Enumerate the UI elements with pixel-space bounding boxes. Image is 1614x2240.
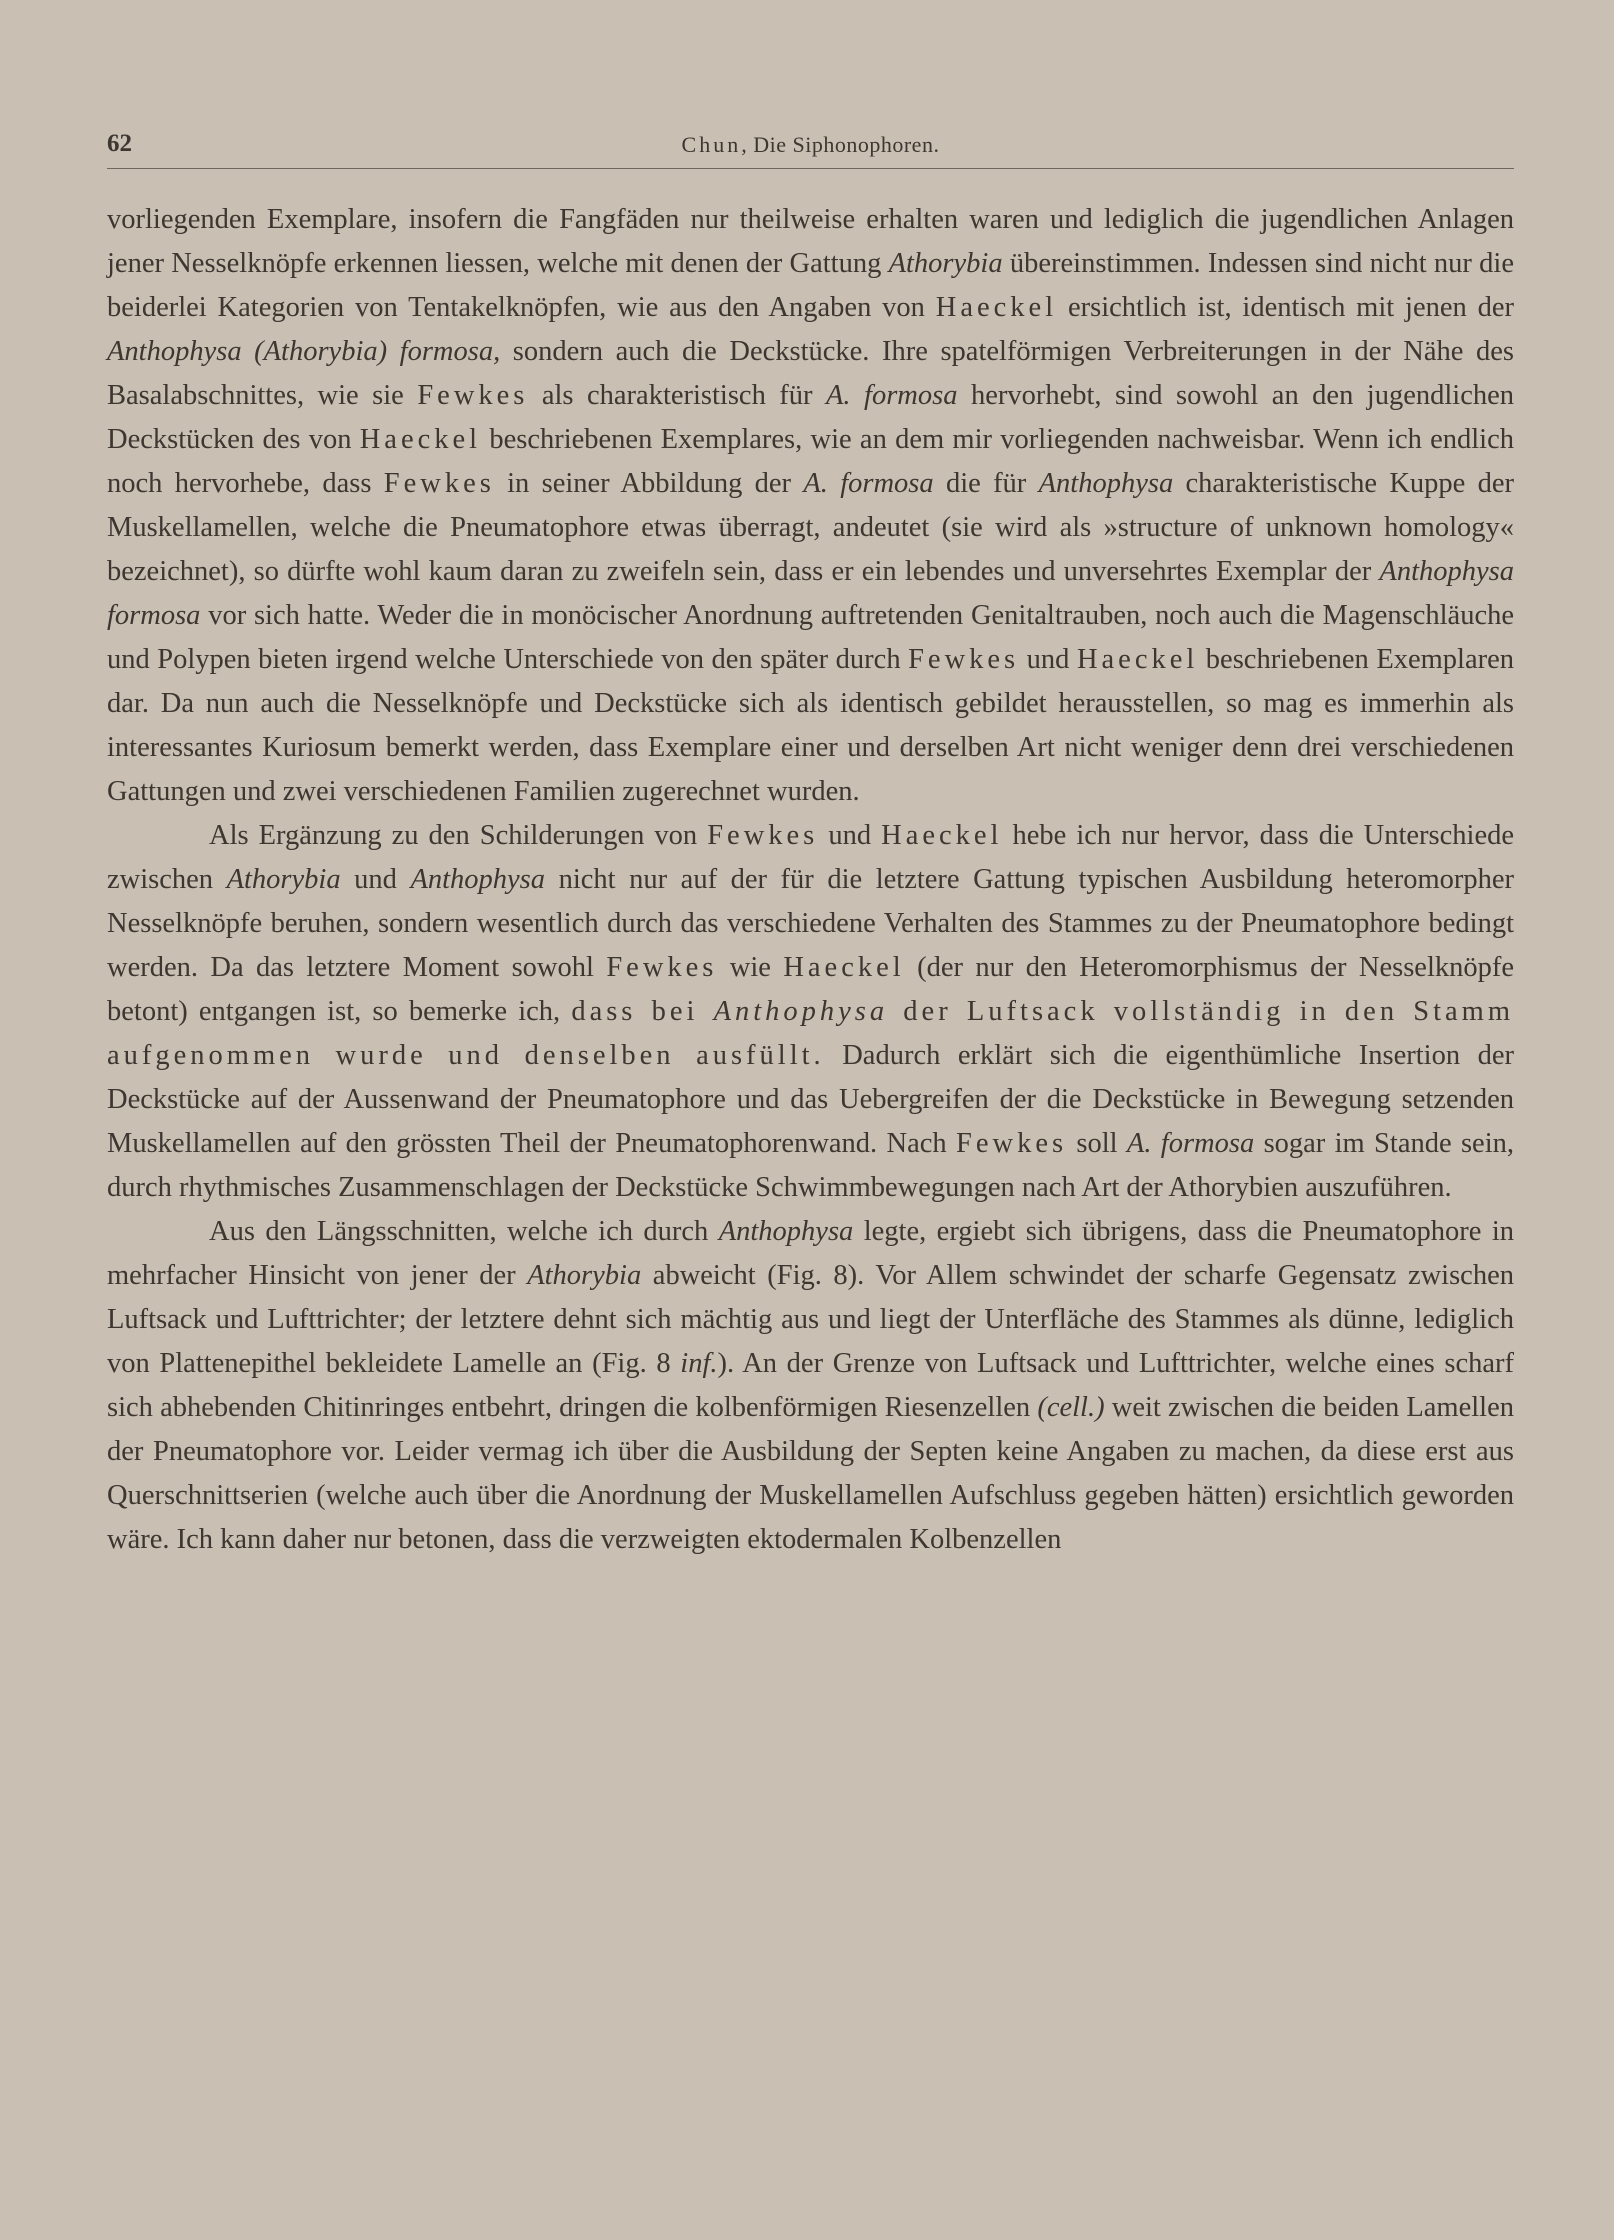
text-run: wie xyxy=(717,952,784,983)
spaced-text: Fewkes xyxy=(955,1128,1068,1159)
text-run: beschriebenen Exemplares, wie an dem mir vorliegenden nachweisbar. Wenn ich endlich noch hervorhebe, dass xyxy=(107,424,1514,499)
running-head xyxy=(107,128,1514,169)
text-run: hebe ich nur hervor, dass die Unterschiede zwischen xyxy=(107,820,1514,895)
text-run: ersichtlich ist, identisch mit jenen der xyxy=(1057,292,1514,323)
header-author: Chun xyxy=(681,132,742,157)
text-run: vorliegenden Exemplare, insofern die Fangfäden nur theilweise erhalten waren und lediglich die jugendlichen Anlagen jener Nesselknöpfe erkennen liessen, welche mit denen der Gattung xyxy=(107,204,1514,279)
paragraph xyxy=(107,814,1514,1210)
text-run: übereinstimmen. Indessen sind nicht nur die beiderlei Kategorien von Tentakelknöpfen, wie aus den Angaben von xyxy=(107,248,1514,323)
header-title xyxy=(107,132,1514,158)
spaced-text: Haeckel xyxy=(935,292,1058,323)
text-run: weit zwischen die beiden Lamellen der Pneumatophore vor. Leider vermag ich über die Ausbildung der Septen keine Angaben zu machen, da diese erst aus Querschnittserien (welche auch über die Anordnung der Muskellamellen Aufschluss gegeben hätten) ersichtlich geworden wäre. Ich kann daher nur betonen, dass die verzweigten ektodermalen Kolbenzellen xyxy=(107,1392,1514,1555)
text-run: die für xyxy=(933,468,1039,499)
text-run: beschriebenen Exemplaren dar. Da nun auch die Nesselknöpfe und Deckstücke sich als identisch gebildet herausstellen, so mag es immerhin als interessantes Kuriosum bemerkt werden, dass Exemplare einer und derselben Art nicht weniger denn drei verschiedenen Gattungen und zwei verschiedenen Familien zugerechnet wurden. xyxy=(107,644,1514,807)
paragraph xyxy=(107,198,1514,814)
spaced-italic-text: Anthophysa xyxy=(713,996,889,1027)
italic-text: Anthophysa (Athorybia) formosa, xyxy=(107,336,501,367)
italic-text: (cell.) xyxy=(1037,1392,1105,1423)
text-run: abweicht (Fig. 8). Vor Allem schwindet der scharfe Gegensatz zwischen Luftsack und Lufttrichter; der letztere dehnt sich mächtig aus und liegt der Unterfläche des Stammes als dünne, lediglich von Plattenepithel bekleidete Lamelle an (Fig. 8 xyxy=(107,1260,1514,1379)
italic-text: A. formosa xyxy=(1126,1128,1255,1159)
body-text xyxy=(107,198,1514,1562)
text-run: vor sich hatte. Weder die in monöcischer Anordnung auftretenden Genitaltrauben, noch auch die Magenschläuche und Polypen bieten irgend welche Unterschiede von den später durch xyxy=(107,600,1514,675)
italic-text: Anthophysa xyxy=(410,864,546,895)
text-run: als charakteristisch für xyxy=(528,380,827,411)
spaced-text: Haeckel xyxy=(783,952,905,983)
spaced-text: Fewkes xyxy=(908,644,1020,675)
text-run: sogar im Stande sein, durch rhythmisches Zusammenschlagen der Deckstücke Schwimmbewegungen nach Art der Athorybien auszuführen. xyxy=(107,1128,1514,1203)
spaced-text: Fewkes xyxy=(707,820,819,851)
text-run: Als Ergänzung zu den Schilderungen von xyxy=(209,820,708,851)
spaced-text: Haeckel xyxy=(359,424,482,455)
text-run: soll xyxy=(1067,1128,1127,1159)
italic-text: Athorybia xyxy=(527,1260,642,1291)
italic-text: Anthophysa xyxy=(1038,468,1174,499)
text-run: Aus den Längsschnitten, welche ich durch xyxy=(209,1216,719,1247)
text-run: Dadurch erklärt sich die eigenthümliche Insertion der Deckstücke auf der Aussenwand der Pneumatophore und das Uebergreifen der die Deckstücke in Bewegung setzenden Muskellamellen auf den grössten Theil der Pneumatophorenwand. Nach xyxy=(107,1040,1514,1159)
italic-text: Anthophysa formosa xyxy=(107,556,1514,631)
text-run: legte, ergiebt sich übrigens, dass die Pneumatophore in mehrfacher Hinsicht von jener der xyxy=(107,1216,1514,1291)
italic-text: A. formosa xyxy=(826,380,958,411)
paragraph xyxy=(107,1210,1514,1562)
italic-text: Athorybia xyxy=(888,248,1003,279)
text-run: und xyxy=(1019,644,1077,675)
spaced-text: Fewkes xyxy=(606,952,718,983)
spaced-text: Fewkes xyxy=(417,380,529,411)
text-run: sondern auch die Deckstücke. Ihre spatelförmigen Verbreiterungen in der Nähe des Basalabschnittes, wie sie xyxy=(107,336,1514,411)
spaced-text: Fewkes xyxy=(383,468,495,499)
italic-text: inf. xyxy=(680,1348,718,1379)
spaced-text: Haeckel xyxy=(881,820,1003,851)
page-number: 62 xyxy=(107,130,132,157)
spaced-text: dass bei xyxy=(571,996,714,1027)
text-run: nicht nur auf der für die letztere Gattung typischen Ausbildung heteromorpher Nesselknöpfe beruhen, sondern wesentlich durch das verschiedene Verhalten des Stammes zu der Pneumatophore bedingt werden. Da das letztere Moment sowohl xyxy=(107,864,1514,983)
italic-text: A. formosa xyxy=(803,468,934,499)
spaced-text: Haeckel xyxy=(1076,644,1199,675)
spaced-text: der Luftsack vollständig in den Stamm aufgenommen wurde und denselben ausfüllt. xyxy=(107,996,1514,1071)
text-run: hervorhebt, sind sowohl an den jugendlichen Deckstücken des von xyxy=(107,380,1514,455)
text-run: ). An der Grenze von Luftsack und Lufttrichter, welche eines scharf sich abhebenden Chitinringes entbehrt, dringen die kolbenförmigen Riesenzellen xyxy=(107,1348,1514,1423)
header-separator: , xyxy=(741,132,754,157)
text-run: (der nur den Heteromorphismus der Nesselknöpfe betont) entgangen ist, so bemerke ich, xyxy=(107,952,1515,1027)
text-run: und xyxy=(340,864,411,895)
text-run: in seiner Abbildung der xyxy=(494,468,804,499)
text-run: und xyxy=(818,820,882,851)
italic-text: Athorybia xyxy=(226,864,341,895)
header-book-title: Die Siphonophoren. xyxy=(753,132,940,157)
text-run: charakteristische Kuppe der Muskellamellen, welche die Pneumatophore etwas überragt, andeutet (sie wird als »structure of unknown homology« bezeichnet), so dürfte wohl kaum daran zu zweifeln sein, dass er ein lebendes und unversehrtes Exemplar der xyxy=(107,468,1514,587)
italic-text: Anthophysa xyxy=(718,1216,854,1247)
